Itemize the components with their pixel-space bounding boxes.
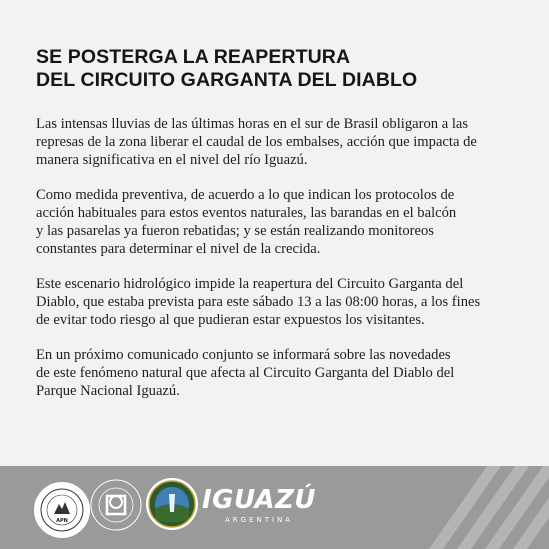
paragraph-line: constantes para determinar el nivel de la crecida. [36, 241, 321, 257]
paragraph-1 [36, 115, 516, 169]
paragraph-line: manera significativa en el nivel del río Iguazú. [36, 152, 308, 168]
park-logo [146, 478, 198, 530]
title-line-2: DEL CIRCUITO GARGANTA DEL DIABLO [36, 69, 418, 91]
paragraph-line: de evitar todo riesgo al que pudieran estar expuestos los visitantes. [36, 312, 425, 328]
brand-name: IGUAZÚ [202, 485, 317, 515]
apn-logo-text: APN [56, 518, 68, 524]
footer-band [0, 466, 549, 549]
paragraph-line: acción habituales para estos eventos naturales, las barandas en el balcón [36, 205, 457, 221]
brand-subtitle: ARGENTINA [224, 516, 294, 524]
decorative-stripes [369, 466, 549, 549]
paragraph-line: Este escenario hidrológico impide la reapertura del Circuito Garganta del [36, 276, 464, 292]
paragraph-line: En un próximo comunicado conjunto se informará sobre las novedades [36, 347, 451, 363]
title-line-1: SE POSTERGA LA REAPERTURA [36, 46, 351, 68]
paragraph-line: y las pasarelas ya fueron rebatidas; y se están realizando monitoreos [36, 223, 434, 239]
iguazu-brand [202, 486, 316, 524]
apn-logo [34, 482, 90, 538]
paragraph-line: Como medida preventiva, de acuerdo a lo que indican los protocolos de [36, 187, 455, 203]
unesco-heritage-logo [89, 478, 143, 532]
paragraph-line: Parque Nacional Iguazú. [36, 383, 180, 399]
paragraph-2 [36, 186, 516, 258]
paragraph-line: de este fenómeno natural que afecta al Circuito Garganta del Diablo del [36, 365, 455, 381]
announcement [36, 46, 516, 417]
paragraph-3 [36, 275, 516, 329]
park-emblem-icon [147, 479, 197, 529]
world-heritage-icon [89, 478, 143, 532]
paragraph-line: Las intensas lluvias de las últimas horas en el sur de Brasil obligaron a las [36, 116, 469, 132]
paragraph-4 [36, 346, 516, 400]
apn-seal-icon [39, 487, 85, 533]
paragraph-line: Diablo, que estaba prevista para este sábado 13 a las 08:00 horas, a los fines [36, 294, 481, 310]
page-title [36, 46, 516, 92]
paragraph-line: represas de la zona liberar el caudal de los embalses, acción que impacta de [36, 134, 477, 150]
